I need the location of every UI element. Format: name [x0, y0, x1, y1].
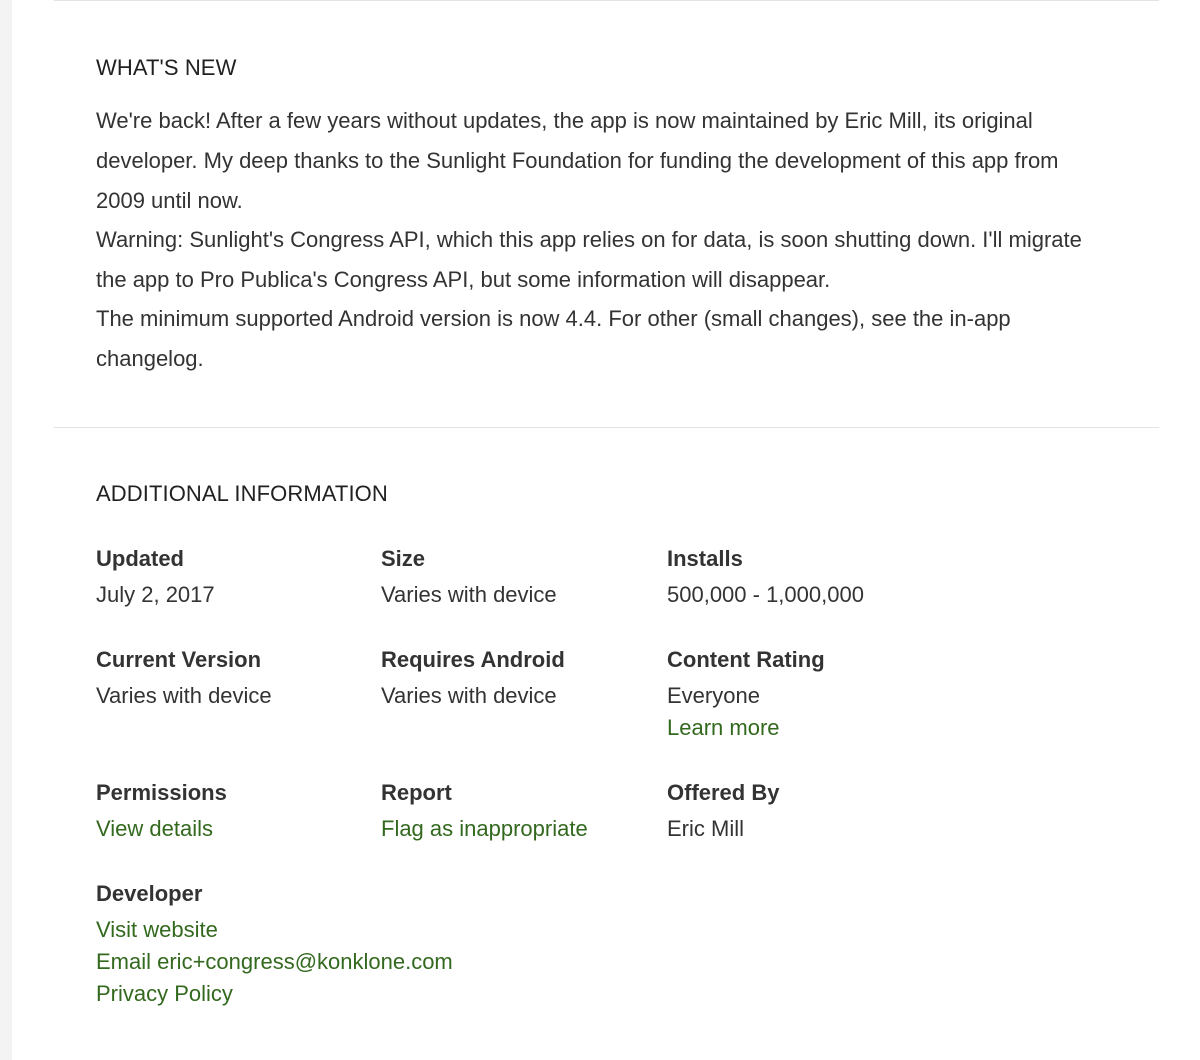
whats-new-heading: WHAT'S NEW	[96, 55, 237, 80]
offered-by-value: Eric Mill	[667, 816, 744, 841]
offered-by-label: Offered By	[667, 780, 780, 805]
content-rating-value: Everyone	[667, 683, 760, 708]
permissions-label: Permissions	[96, 780, 227, 805]
content-rating-label: Content Rating	[667, 647, 825, 672]
updated-value: July 2, 2017	[96, 582, 215, 607]
view-details-link[interactable]: View details	[96, 816, 213, 841]
installs-label: Installs	[667, 546, 743, 571]
requires-android-value: Varies with device	[381, 683, 557, 708]
visit-website-link[interactable]: Visit website	[96, 917, 218, 942]
developer-email-link[interactable]: Email eric+congress@konklone.com	[96, 949, 453, 974]
updated-label: Updated	[96, 546, 184, 571]
section-divider	[54, 427, 1159, 428]
whats-new-line: the app to Pro Publica's Congress API, but some information will disappear.	[96, 267, 831, 292]
whats-new-line: changelog.	[96, 346, 204, 371]
current-version-label: Current Version	[96, 647, 262, 672]
whats-new-line: 2009 until now.	[96, 188, 243, 213]
whats-new-line: We're back! After a few years without updates, the app is now maintained by Eric Mill, its original	[96, 108, 1033, 133]
current-version-value: Varies with device	[96, 683, 272, 708]
flag-inappropriate-link[interactable]: Flag as inappropriate	[381, 816, 588, 841]
top-divider	[54, 0, 1159, 1]
whats-new-line: The minimum supported Android version is now 4.4. For other (small changes), see the in-app	[96, 306, 1011, 331]
developer-label: Developer	[96, 881, 203, 906]
size-value: Varies with device	[381, 582, 557, 607]
report-label: Report	[381, 780, 452, 805]
details-card	[12, 0, 1200, 1060]
whats-new-line: developer. My deep thanks to the Sunlight Foundation for funding the development of this app from	[96, 148, 1059, 173]
privacy-policy-link[interactable]: Privacy Policy	[96, 981, 233, 1006]
requires-android-label: Requires Android	[381, 647, 565, 672]
size-label: Size	[381, 546, 426, 571]
additional-info-heading: ADDITIONAL INFORMATION	[96, 481, 388, 506]
whats-new-line: Warning: Sunlight's Congress API, which this app relies on for data, is soon shutting down. I'll migrate	[96, 227, 1082, 252]
installs-value: 500,000 - 1,000,000	[667, 582, 864, 607]
learn-more-link[interactable]: Learn more	[667, 715, 780, 740]
